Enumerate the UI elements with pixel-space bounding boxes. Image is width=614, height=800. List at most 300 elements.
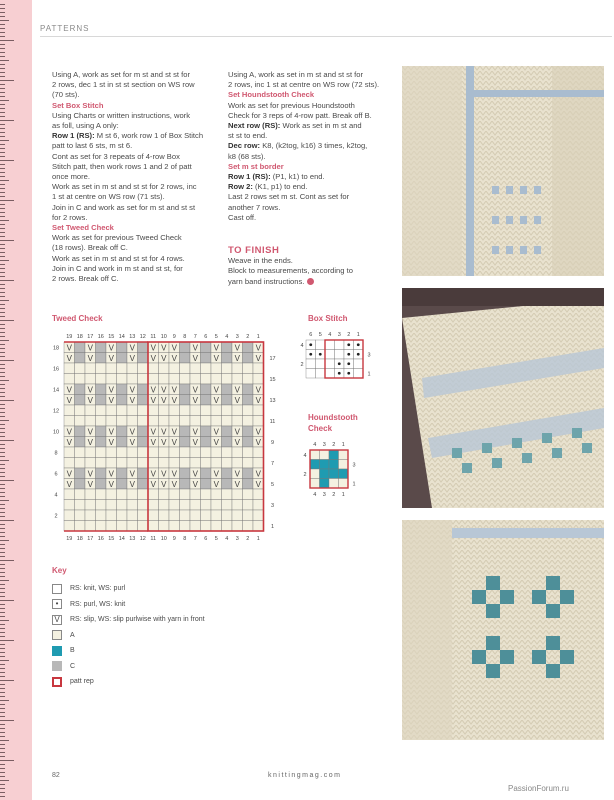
chart-cell (310, 469, 320, 479)
chart-cell (253, 447, 264, 458)
chart-cell (148, 521, 159, 532)
slip-stitch-mark: V (150, 469, 156, 479)
chart-cell (232, 489, 243, 500)
column-number: 4 (225, 334, 229, 340)
chart-cell (127, 521, 138, 532)
measuring-ruler (0, 0, 32, 800)
chart-cell (106, 447, 117, 458)
ruler-tick (0, 536, 5, 537)
chart-cell (232, 374, 243, 385)
ruler-tick (0, 556, 5, 557)
ruler-tick (0, 24, 5, 25)
chart-cell (96, 374, 107, 385)
instruction-line: as foll, using A only: (52, 121, 119, 131)
chart-cell (211, 363, 222, 374)
ruler-tick (0, 668, 5, 669)
ruler-tick (0, 648, 5, 649)
slip-stitch-mark: V (150, 353, 156, 363)
chart-cell (117, 395, 128, 406)
ruler-tick (0, 312, 5, 313)
instruction-line: 2 rows, dec 1 st in st st section on WS row (52, 80, 195, 90)
row-number: 12 (52, 408, 60, 415)
chart-cell (243, 489, 254, 500)
chart-cell (117, 384, 128, 395)
column-number: 2 (332, 492, 336, 498)
chart-cell (64, 458, 75, 469)
ruler-tick (0, 224, 5, 225)
slip-stitch-mark: V (108, 343, 114, 353)
ruler-tick (0, 164, 5, 165)
ruler-tick (0, 228, 5, 229)
ruler-tick (0, 356, 5, 357)
chart-cell (222, 353, 233, 364)
key-label: C (70, 662, 76, 670)
chart-cell (117, 416, 128, 427)
slip-stitch-mark: V (213, 395, 219, 405)
chart-cell (85, 489, 96, 500)
chart-cell (325, 359, 335, 369)
chart-cell (180, 416, 191, 427)
chart-cell (253, 458, 264, 469)
ruler-tick (0, 496, 5, 497)
instruction-line: Stitch patt, then work rows 1 and 2 of patt (52, 161, 192, 171)
ruler-tick (0, 48, 5, 49)
chart-cell (201, 384, 212, 395)
chart-cell (354, 359, 364, 369)
ruler-tick (0, 364, 5, 365)
row-number: 5 (270, 481, 275, 488)
chart-cell (85, 416, 96, 427)
chart-cell (232, 447, 243, 458)
ruler-tick (0, 492, 5, 493)
chart-cell (106, 363, 117, 374)
slip-stitch-mark: V (66, 395, 72, 405)
chart-cell (148, 374, 159, 385)
ruler-tick (0, 88, 5, 89)
chart-cell (180, 374, 191, 385)
slip-stitch-mark: V (192, 395, 198, 405)
chart-cell (106, 510, 117, 521)
chart-cell (138, 458, 149, 469)
chart-cell (232, 405, 243, 416)
chart-cell (243, 447, 254, 458)
purl-dot (338, 372, 341, 375)
instruction-line (228, 182, 398, 192)
chart-cell (159, 500, 170, 511)
chart-cell (138, 416, 149, 427)
ruler-tick (0, 32, 5, 33)
ruler-tick (0, 676, 5, 677)
column-number: 1 (256, 536, 260, 542)
chart-cell (64, 489, 75, 500)
ruler-tick (0, 484, 5, 485)
slip-stitch-mark: V (129, 437, 135, 447)
chart-cell (329, 479, 339, 489)
column-number: 9 (172, 536, 176, 542)
tweed-check-title: Tweed Check (52, 314, 103, 323)
slip-stitch-mark: V (255, 395, 261, 405)
ruler-tick (0, 452, 5, 453)
ruler-tick (0, 132, 5, 133)
instruction-line: Cont as set for 3 repeats of 4-row Box (52, 151, 180, 161)
ruler-tick (0, 544, 5, 545)
slip-stitch-mark: V (171, 353, 177, 363)
chart-cell (127, 405, 138, 416)
chart-cell (201, 353, 212, 364)
column-number: 13 (129, 334, 136, 340)
chart-cell (243, 479, 254, 490)
ruler-tick (0, 320, 14, 321)
key-label: RS: knit, WS: purl (70, 585, 126, 593)
row-number: 1 (352, 481, 356, 488)
ruler-tick (0, 120, 14, 121)
slip-stitch-mark: V (87, 385, 93, 395)
slip-stitch-mark: V (213, 343, 219, 353)
chart-cell (106, 416, 117, 427)
chart-cell (75, 479, 86, 490)
chart-cell (169, 521, 180, 532)
ruler-tick (0, 252, 5, 253)
chart-cell (138, 363, 149, 374)
instruction-line: Using A, work as set for m st and st st for (52, 70, 190, 79)
column-number: 3 (322, 492, 326, 498)
column-number: 1 (356, 332, 360, 338)
slip-stitch-mark: V (234, 343, 240, 353)
column-number: 17 (87, 536, 94, 542)
chart-cell (222, 521, 233, 532)
ruler-tick (0, 792, 5, 793)
slip-stitch-mark: V (234, 353, 240, 363)
column-number: 16 (97, 536, 104, 542)
chart-cell (180, 489, 191, 500)
slip-stitch-mark: V (108, 469, 114, 479)
chart-cell (243, 363, 254, 374)
chart-cell (75, 521, 86, 532)
slip-stitch-mark: V (66, 427, 72, 437)
ruler-tick (0, 512, 5, 513)
ruler-tick (0, 500, 9, 501)
ruler-tick (0, 68, 5, 69)
slip-stitch-mark: V (161, 353, 167, 363)
chart-cell (339, 469, 349, 479)
ruler-tick (0, 564, 5, 565)
chart-cell (138, 426, 149, 437)
ruler-tick (0, 272, 5, 273)
chart-cell (64, 416, 75, 427)
row-number: 4 (303, 452, 307, 459)
column-number: 7 (193, 536, 197, 542)
ruler-tick (0, 716, 5, 717)
row-text: (K1, p1) to end. (252, 182, 308, 192)
ruler-tick (0, 396, 5, 397)
chart-cell (75, 458, 86, 469)
chart-cell (138, 479, 149, 490)
houndstooth-chart (300, 438, 372, 510)
chart-cell (201, 416, 212, 427)
ruler-tick (0, 176, 5, 177)
slip-stitch-mark: V (171, 395, 177, 405)
ruler-tick (0, 264, 5, 265)
ruler-tick (0, 584, 5, 585)
chart-cell (117, 510, 128, 521)
instruction-line: Join in C and work as set for m st and st st (52, 202, 196, 212)
slip-stitch-mark: V (234, 479, 240, 489)
ruler-tick (0, 40, 14, 41)
chart-cell (190, 447, 201, 458)
ruler-tick (0, 656, 5, 657)
chart-cell (354, 369, 364, 379)
key-label: RS: slip, WS: slip purlwise with yarn in front (70, 616, 205, 624)
ruler-tick (0, 488, 5, 489)
ruler-tick (0, 240, 14, 241)
ruler-tick (0, 420, 9, 421)
ruler-tick (0, 248, 5, 249)
watermark: PassionForum.ru (508, 784, 569, 793)
chart-cell (253, 510, 264, 521)
row-number: 9 (270, 439, 275, 446)
houndstooth-title-line: Houndstooth (308, 413, 358, 422)
chart-cell (169, 500, 180, 511)
instruction-line: Work as set for previous Houndstooth (228, 100, 355, 110)
column-number: 3 (322, 442, 326, 448)
chart-cell (159, 405, 170, 416)
chart-cell (96, 395, 107, 406)
slip-stitch-mark: V (192, 385, 198, 395)
ruler-tick (0, 208, 5, 209)
column-number: 3 (235, 334, 239, 340)
chart-cell (201, 510, 212, 521)
column-number: 19 (66, 536, 73, 542)
ruler-tick (0, 128, 5, 129)
slip-stitch-mark: V (192, 427, 198, 437)
ruler-tick (0, 456, 5, 457)
slip-stitch-mark: V (255, 469, 261, 479)
slip-stitch-mark: V (192, 353, 198, 363)
slip-stitch-mark: V (129, 343, 135, 353)
slip-stitch-mark: V (171, 427, 177, 437)
chart-cell (180, 342, 191, 353)
chart-cell (96, 510, 107, 521)
ruler-tick (0, 520, 14, 521)
chart-cell (316, 340, 326, 350)
section-header: PATTERNS (40, 24, 90, 33)
chart-cell (148, 489, 159, 500)
chart-cell (127, 374, 138, 385)
ruler-tick (0, 76, 5, 77)
slip-stitch-mark: V (255, 437, 261, 447)
slip-stitch-mark: V (66, 343, 72, 353)
ruler-tick (0, 168, 5, 169)
slip-stitch-mark: V (255, 353, 261, 363)
ruler-tick (0, 552, 5, 553)
chart-cell (159, 374, 170, 385)
chart-cell (180, 363, 191, 374)
chart-cell (222, 342, 233, 353)
column-number: 4 (313, 492, 317, 498)
ruler-tick (0, 12, 5, 13)
ruler-tick (0, 680, 14, 681)
chart-cell (243, 458, 254, 469)
purl-dot (347, 362, 350, 365)
column-number: 15 (108, 536, 115, 542)
chart-cell (127, 500, 138, 511)
ruler-tick (0, 540, 9, 541)
ruler-tick (0, 260, 9, 261)
chart-cell (180, 510, 191, 521)
chart-cell (127, 510, 138, 521)
finish-line: yarn band instructions. (228, 276, 305, 286)
ruler-tick (0, 360, 14, 361)
slip-stitch-mark: V (192, 437, 198, 447)
chart-cell (117, 458, 128, 469)
slip-stitch-mark: V (129, 385, 135, 395)
chart-cell (148, 405, 159, 416)
chart-cell (64, 447, 75, 458)
ruler-tick (0, 236, 5, 237)
chart-cell (232, 416, 243, 427)
chart-cell (117, 426, 128, 437)
chart-cell (127, 416, 138, 427)
chart-cell (148, 500, 159, 511)
ruler-tick (0, 704, 5, 705)
slip-stitch-mark: V (66, 353, 72, 363)
ruler-tick (0, 304, 5, 305)
ruler-tick (0, 728, 5, 729)
row-number: 13 (269, 397, 276, 404)
slip-stitch-mark: V (66, 479, 72, 489)
key-label: A (70, 631, 75, 639)
ruler-tick (0, 172, 5, 173)
finish-line: Weave in the ends. (228, 256, 293, 266)
chart-cell (339, 450, 349, 460)
knit-photo-box-stitch (402, 66, 604, 276)
slip-stitch-mark: V (108, 395, 114, 405)
chart-cell (243, 374, 254, 385)
column-number: 5 (318, 332, 322, 338)
chart-cell (320, 460, 330, 470)
ruler-tick (0, 688, 5, 689)
ruler-tick (0, 400, 14, 401)
ruler-tick (0, 600, 14, 601)
chart-cell (320, 469, 330, 479)
slip-stitch-mark: V (150, 395, 156, 405)
chart-cell (201, 489, 212, 500)
slip-stitch-mark: V (150, 437, 156, 447)
ruler-tick (0, 332, 5, 333)
ruler-tick (0, 772, 5, 773)
slip-stitch-mark: V (234, 395, 240, 405)
chart-cell (117, 500, 128, 511)
row-number: 1 (367, 371, 371, 378)
slip-stitch-mark: V (87, 343, 93, 353)
chart-cell (243, 405, 254, 416)
chart-cell (75, 363, 86, 374)
chart-cell (117, 479, 128, 490)
ruler-tick (0, 768, 5, 769)
chart-cell (325, 340, 335, 350)
header-divider (40, 36, 612, 37)
knit-photo-blanket (402, 288, 604, 508)
to-finish-title: TO FINISH (228, 245, 280, 256)
ruler-tick (0, 764, 5, 765)
chart-cell (85, 374, 96, 385)
column-number: 5 (214, 334, 218, 340)
chart-cell (335, 340, 345, 350)
ruler-tick (0, 280, 14, 281)
chart-cell (253, 374, 264, 385)
column-number: 11 (150, 536, 157, 542)
pattern-repeat-symbol (52, 677, 62, 687)
purl-dot (357, 343, 360, 346)
slip-stitch-mark: V (213, 479, 219, 489)
chart-cell (117, 363, 128, 374)
yarn-ball-icon (307, 278, 314, 285)
instruction-line: patt to last 6 sts, m st 6. (52, 141, 133, 151)
slip-stitch-mark: V (234, 437, 240, 447)
instruction-line: once more. (52, 172, 90, 182)
chart-cell (117, 405, 128, 416)
chart-cell (190, 374, 201, 385)
chart-cell (222, 447, 233, 458)
chart-cell (316, 369, 326, 379)
chart-cell (201, 342, 212, 353)
ruler-tick (0, 392, 5, 393)
purl-dot (347, 353, 350, 356)
ruler-tick (0, 316, 5, 317)
chart-cell (306, 359, 316, 369)
chart-cell (211, 510, 222, 521)
chart-cell (138, 510, 149, 521)
instruction-line: Work as set in m st and st st for 4 rows. (52, 253, 185, 263)
chart-cell (85, 447, 96, 458)
chart-cell (253, 489, 264, 500)
chart-cell (335, 350, 345, 360)
chart-cell (190, 500, 201, 511)
slip-stitch-mark: V (108, 353, 114, 363)
chart-cell (180, 437, 191, 448)
column-number: 12 (139, 536, 146, 542)
ruler-tick (0, 652, 5, 653)
chart-cell (180, 405, 191, 416)
slip-stitch-mark: V (87, 395, 93, 405)
chart-cell (310, 450, 320, 460)
column-number: 4 (328, 332, 332, 338)
chart-cell (201, 468, 212, 479)
ruler-tick (0, 108, 5, 109)
column-number: 5 (214, 536, 218, 542)
chart-cell (64, 405, 75, 416)
ruler-tick (0, 548, 5, 549)
slip-stitch-mark: V (171, 469, 177, 479)
chart-cell (96, 447, 107, 458)
ruler-tick (0, 4, 5, 5)
ruler-tick (0, 644, 5, 645)
chart-cell (117, 437, 128, 448)
chart-cell (190, 521, 201, 532)
ruler-tick (0, 592, 5, 593)
purl-dot (347, 343, 350, 346)
ruler-tick (0, 480, 14, 481)
ruler-tick (0, 384, 5, 385)
ruler-tick (0, 156, 5, 157)
key-label: B (70, 647, 75, 655)
chart-cell (96, 479, 107, 490)
column-number: 2 (246, 334, 250, 340)
ruler-tick (0, 408, 5, 409)
ruler-tick (0, 124, 5, 125)
ruler-tick (0, 256, 5, 257)
ruler-tick (0, 620, 9, 621)
